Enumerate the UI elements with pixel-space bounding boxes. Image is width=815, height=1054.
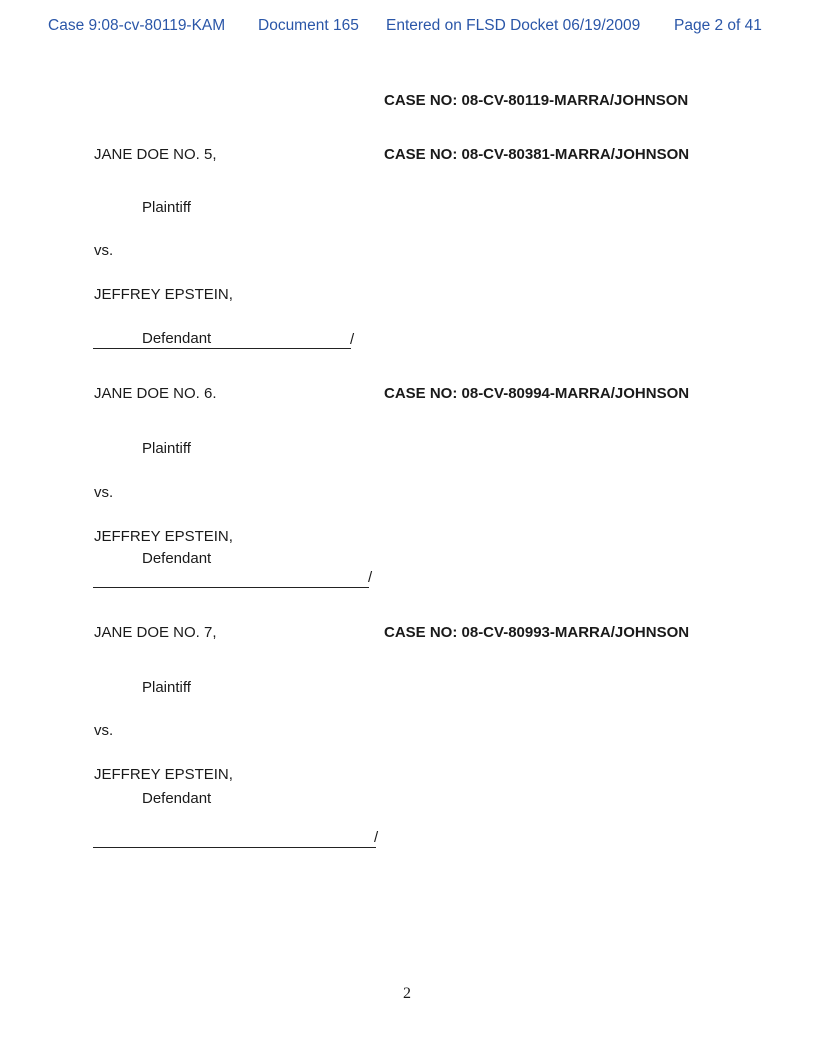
plaintiff-label: Plaintiff — [142, 679, 191, 696]
plaintiff-label: Plaintiff — [142, 440, 191, 457]
versus-label: vs. — [94, 484, 114, 501]
docket-header — [0, 17, 815, 39]
defendant-label: Defendant — [142, 330, 212, 347]
defendant-label: Defendant — [142, 550, 212, 567]
line-slash: / — [368, 569, 373, 586]
plaintiff-name: JANE DOE NO. 7, — [94, 624, 217, 641]
versus-label: vs. — [94, 722, 114, 739]
plaintiff-name: JANE DOE NO. 5, — [94, 146, 217, 163]
plaintiff-name: JANE DOE NO. 6. — [94, 385, 217, 402]
case-number: CASE NO: 08-CV-80993-MARRA/JOHNSON — [384, 624, 690, 641]
versus-label: vs. — [94, 242, 114, 259]
defendant-label: Defendant — [142, 790, 212, 807]
header-case-number: Case 9:08-cv-80119-KAM — [48, 17, 226, 34]
header-page-count: Page 2 of 41 — [674, 17, 762, 34]
line-slash: / — [350, 331, 355, 348]
defendant-name: JEFFREY EPSTEIN, — [94, 528, 233, 545]
case-number: CASE NO: 08-CV-80381-MARRA/JOHNSON — [384, 146, 690, 163]
defendant-name: JEFFREY EPSTEIN, — [94, 286, 233, 303]
line-slash: / — [374, 829, 379, 846]
page-number: 2 — [403, 985, 411, 1002]
header-entered-date: Entered on FLSD Docket 06/19/2009 — [386, 17, 641, 34]
top-case-number: CASE NO: 08-CV-80119-MARRA/JOHNSON — [384, 92, 689, 109]
signature-line — [93, 587, 369, 588]
signature-line — [93, 348, 351, 349]
signature-line — [93, 847, 376, 848]
defendant-name: JEFFREY EPSTEIN, — [94, 766, 233, 783]
header-document-number: Document 165 — [258, 17, 359, 34]
plaintiff-label: Plaintiff — [142, 199, 191, 216]
case-number: CASE NO: 08-CV-80994-MARRA/JOHNSON — [384, 385, 690, 402]
